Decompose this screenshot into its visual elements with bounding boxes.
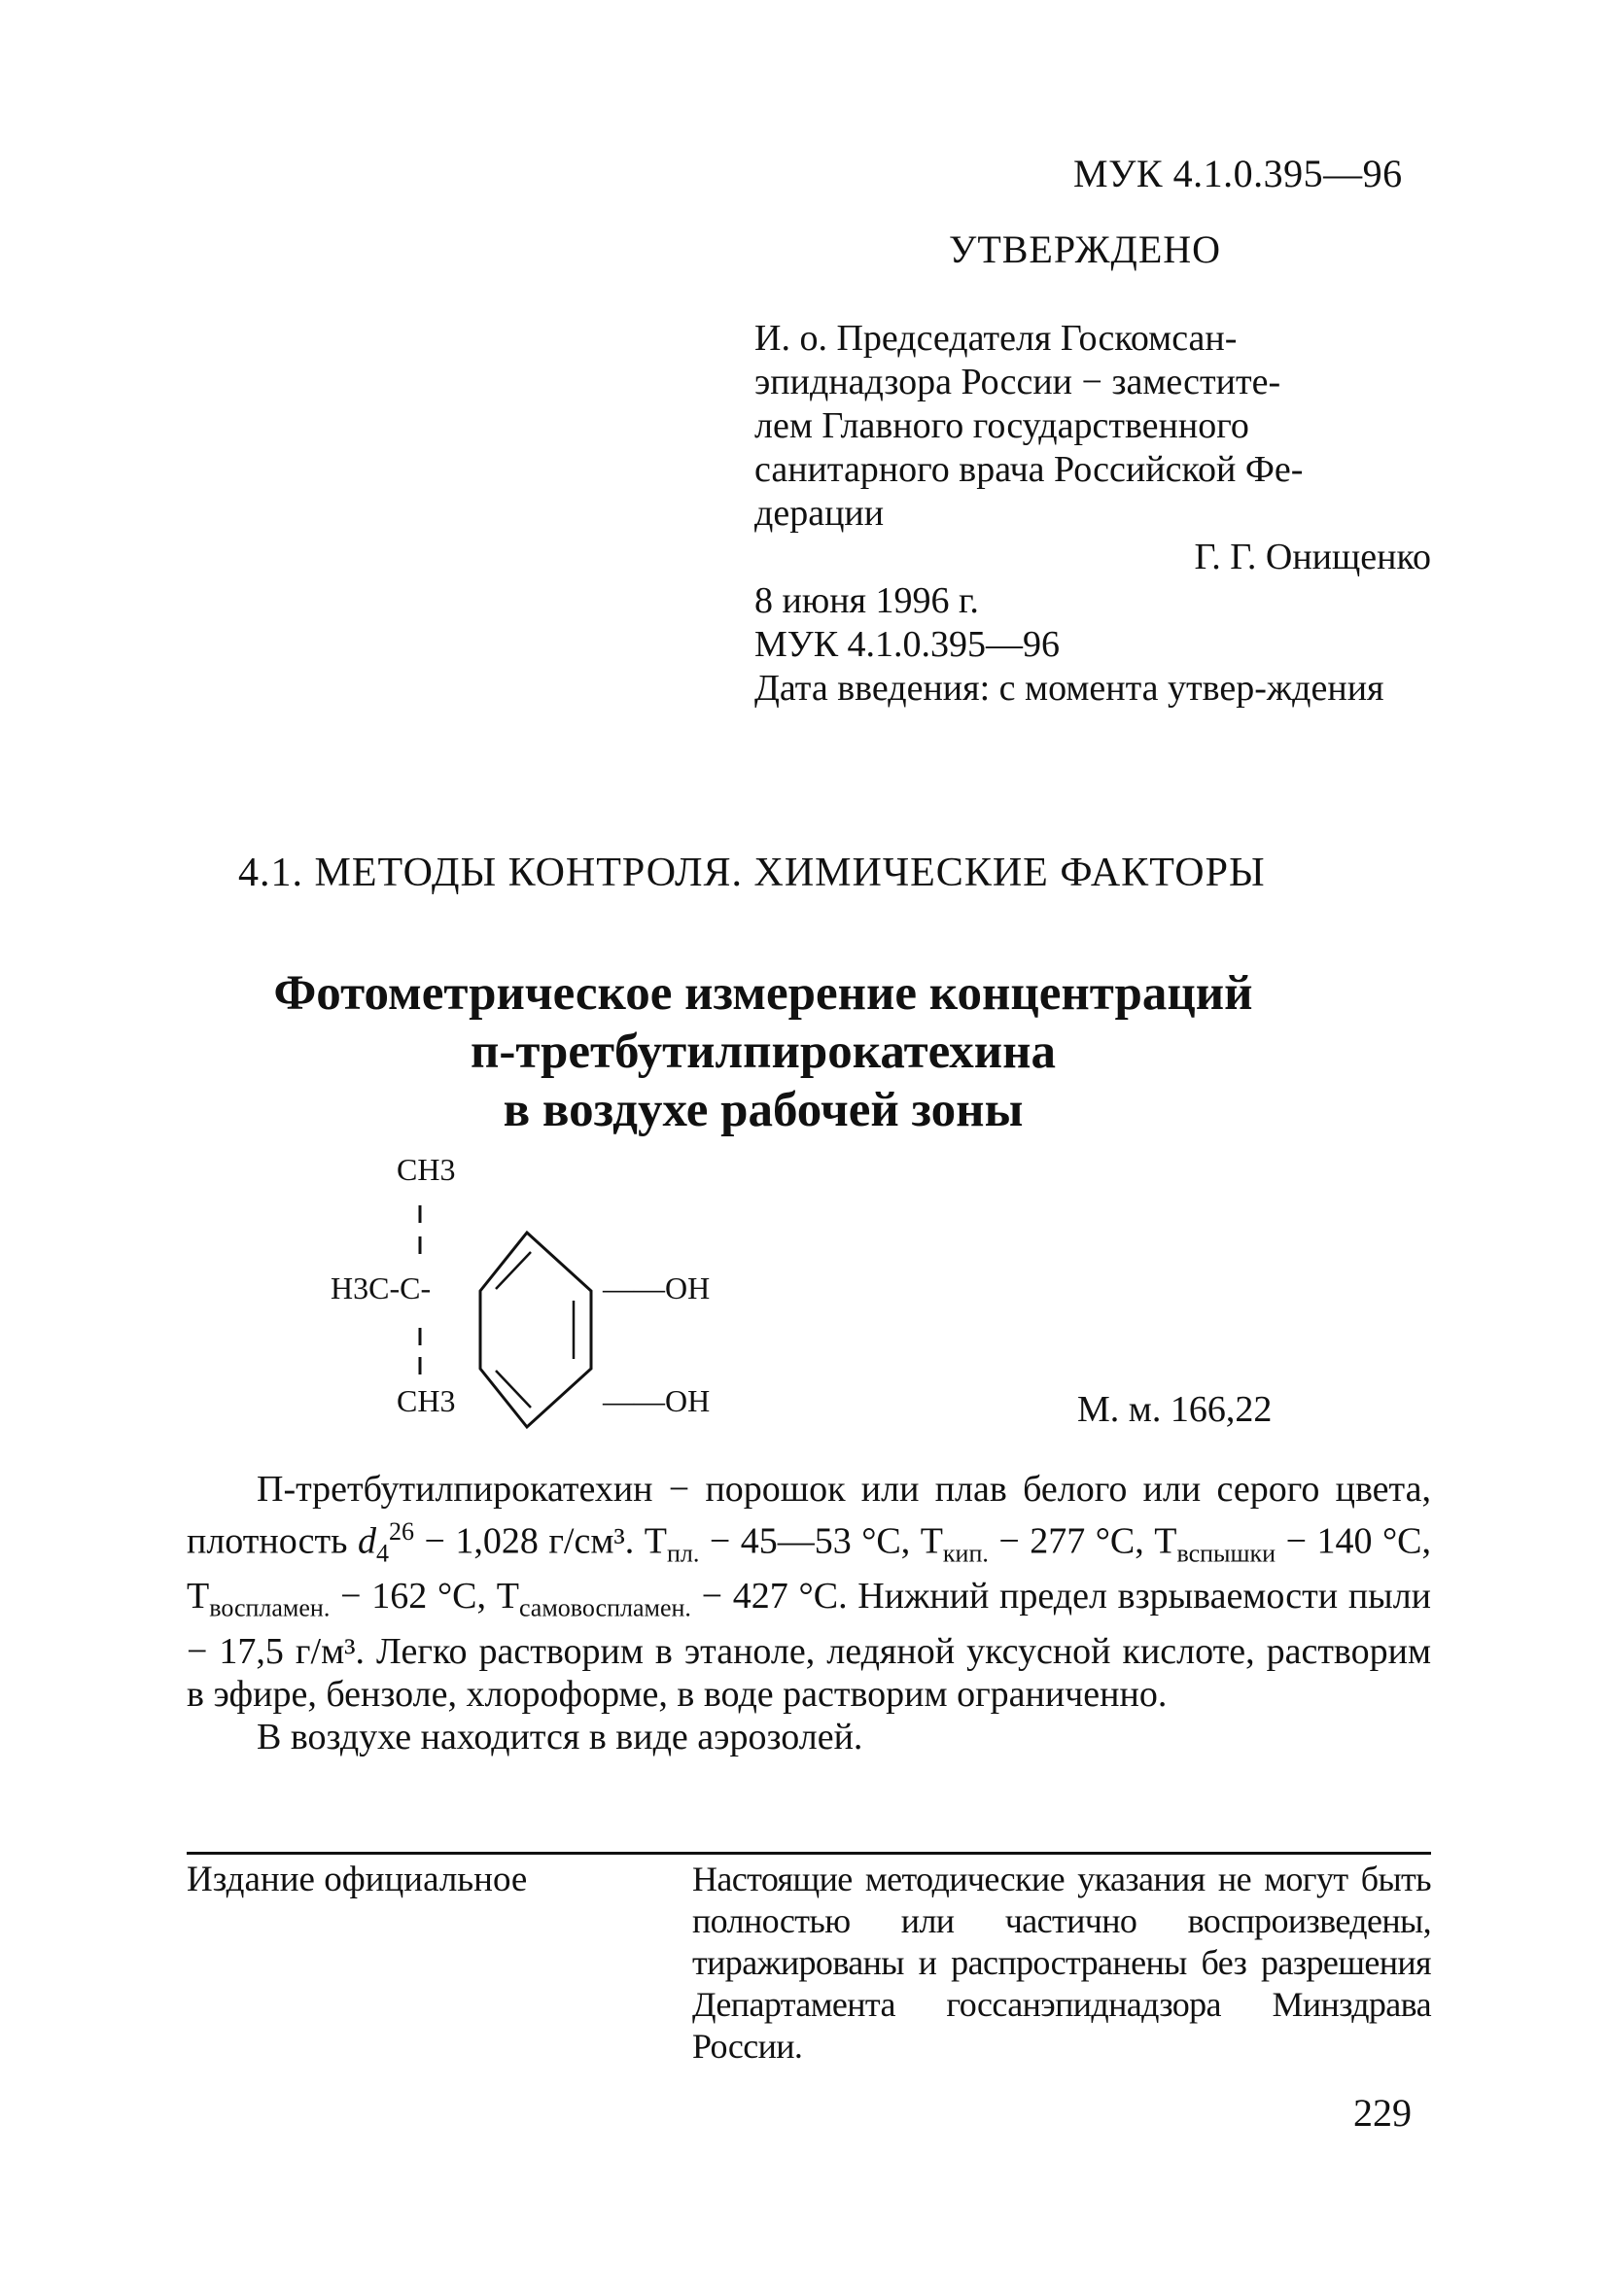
temperature-subscript: пл. [666, 1539, 700, 1568]
approver-role-line: И. о. Председателя Госкомсан- [754, 318, 1238, 359]
molar-mass: М. м. 166,22 [1077, 1389, 1273, 1430]
effective-date: Дата введения: с момента утвер-ждения [754, 668, 1384, 709]
body-text [187, 1468, 1431, 1758]
double-bond [496, 1252, 531, 1289]
text-run: − 140 °С, T [187, 1520, 1431, 1618]
density-subscript: 4 [375, 1539, 389, 1568]
footer-divider [187, 1852, 1431, 1855]
temperature-subscript: самовоспламен. [518, 1593, 691, 1622]
density-symbol: d [357, 1520, 376, 1562]
text-run: − 427 °С. Нижний предел взрываемости пыли − 17,5 г/м³. Легко растворим в этаноле, ледяной уксусной кислоте, растворим в эфире, бензоле, хлороформе, в воде растворим ограниченно. [187, 1576, 1431, 1715]
hydroxyl-top: ——OH [603, 1270, 711, 1305]
density-superscript: 26 [388, 1517, 414, 1546]
formula-left-group: H3C-C- [331, 1270, 432, 1305]
copyright-notice: Настоящие методические указания не могут быть полностью или частично воспроизведены, тиражированы и распространены без разрешения Департамента госсанэпиднадзора Минздрава России. [692, 1860, 1431, 2066]
edition-label: Издание официальное [187, 1860, 528, 1899]
paragraph [187, 1468, 1431, 1716]
title-line: Фотометрическое измерение концентраций [273, 966, 1253, 1021]
approver-role [754, 317, 1431, 536]
temperature-subscript: воспламен. [209, 1593, 331, 1622]
approver-role-line: дерации [754, 493, 885, 534]
temperature-subscript: кип. [942, 1539, 989, 1568]
approver-name: Г. Г. Онищенко [1194, 537, 1431, 577]
approval-date: 8 июня 1996 г. [754, 580, 979, 621]
text-run: − 45—53 °С, T [699, 1520, 943, 1562]
section-heading: 4.1. МЕТОДЫ КОНТРОЛЯ. ХИМИЧЕСКИЕ ФАКТОРЫ [238, 851, 1266, 895]
document-code: МУК 4.1.0.395—96 [1073, 152, 1403, 195]
approval-stamp: УТВЕРЖДЕНО [949, 227, 1222, 271]
title-line: п-третбутилпирокатехина [470, 1025, 1057, 1079]
page-title [165, 964, 1361, 1139]
approval-code: МУК 4.1.0.395—96 [754, 624, 1061, 665]
approver-block [754, 317, 1431, 711]
hydroxyl-bottom: ——OH [603, 1383, 711, 1418]
page-number: 229 [1353, 2091, 1412, 2135]
title-line: в воздухе рабочей зоны [503, 1083, 1024, 1137]
text-run: − 277 °С, T [988, 1520, 1177, 1562]
text-run: − 162 °С, T [330, 1576, 519, 1618]
paragraph: В воздухе находится в виде аэрозолей. [257, 1716, 863, 1757]
structural-formula [311, 1147, 758, 1439]
temperature-subscript: вспышки [1176, 1539, 1276, 1568]
double-bond [496, 1371, 531, 1408]
approver-role-line: санитарного врача Российской Фе- [754, 449, 1304, 490]
formula-top-group: CH3 [397, 1152, 456, 1187]
approver-role-line: лем Главного государственного [754, 405, 1249, 446]
formula-bottom-group: CH3 [397, 1383, 456, 1418]
text-run: − 1,028 г/см³. T [413, 1520, 667, 1562]
text-run: П-третбутилпирокатехин − порошок или плав белого или серого цвета, плотность [187, 1469, 1431, 1562]
approver-role-line: эпиднадзора России − заместите- [754, 362, 1281, 402]
